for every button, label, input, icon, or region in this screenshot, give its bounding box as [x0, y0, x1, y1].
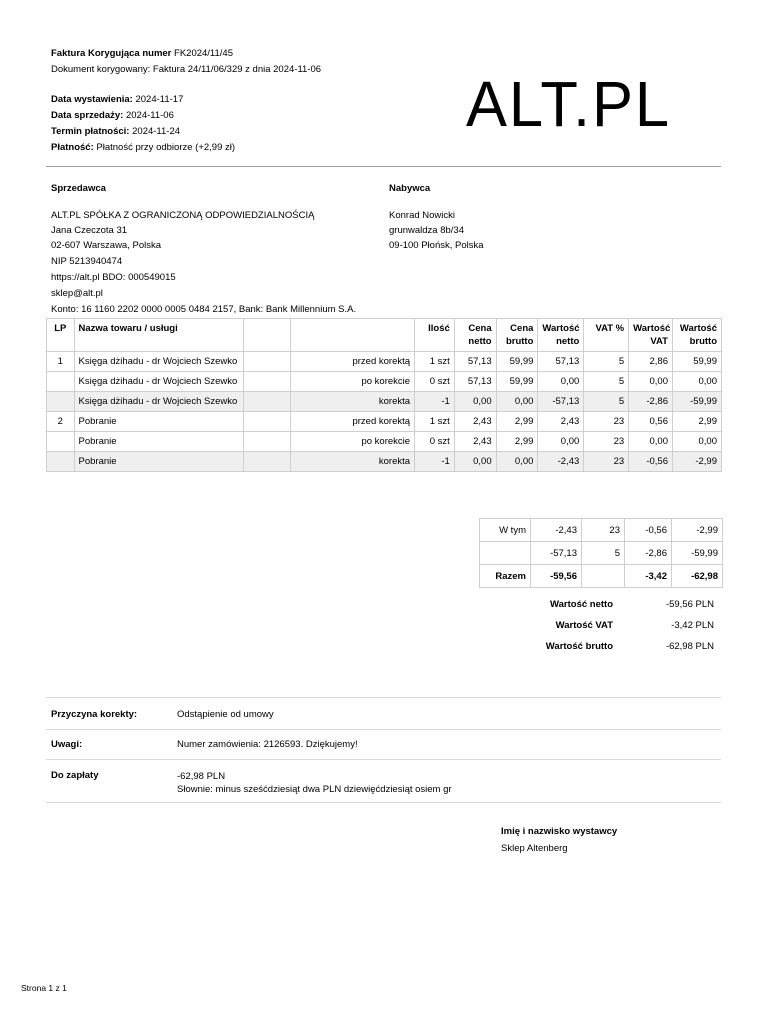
logo-text: ALT.PL [466, 70, 671, 140]
issuer-label: Imię i nazwisko wystawcy [501, 826, 618, 837]
col-blank-2 [290, 319, 414, 352]
row-gross-value: 59,99 [672, 352, 721, 372]
table-row [47, 452, 722, 472]
summary-vat-value: -0,56 [625, 519, 672, 542]
summary-row [480, 519, 723, 542]
table-row [47, 412, 722, 432]
col-qty: Ilość [415, 319, 455, 352]
col-vat: VAT % [584, 319, 629, 352]
row-vat-value: 0,00 [629, 432, 673, 452]
corrected-document: Dokument korygowany: Faktura 24/11/06/329 z dnia 2024-11-06 [51, 64, 322, 75]
row-gross-value: -2,99 [672, 452, 721, 472]
row-lp: 1 [47, 352, 75, 372]
row-gross-price: 0,00 [496, 392, 538, 412]
row-qty: 1 szt [415, 352, 455, 372]
row-qty: 1 szt [415, 412, 455, 432]
summary-total-gross: -62,98 [672, 565, 723, 588]
row-blank [243, 352, 290, 372]
row-net-value: 57,13 [538, 352, 584, 372]
due-date: 2024-11-24 [132, 126, 181, 137]
header-divider [46, 166, 721, 167]
payment-label: Płatność: [51, 142, 94, 153]
row-net-value: -57,13 [538, 392, 584, 412]
issuer-name: Sklep Altenberg [501, 843, 568, 854]
row-net-price: 57,13 [454, 352, 496, 372]
summary-total-net: -59,56 [531, 565, 582, 588]
invoice-header [51, 46, 321, 156]
row-vat: 5 [584, 392, 629, 412]
row-vat: 23 [584, 452, 629, 472]
buyer-name: Konrad Nowicki [389, 210, 455, 221]
row-net-value: 0,00 [538, 432, 584, 452]
col-gross-value: Wartość brutto [672, 319, 721, 352]
row-gross-price: 2,99 [496, 412, 538, 432]
vat-summary-table [479, 518, 723, 588]
total-vat-label: Wartość VAT [555, 620, 613, 631]
row-qty: -1 [415, 392, 455, 412]
row-blank [243, 452, 290, 472]
buyer-city: 09-100 Płońsk, Polska [389, 240, 484, 251]
summary-row [480, 542, 723, 565]
row-gross-value: 0,00 [672, 372, 721, 392]
table-row [47, 352, 722, 372]
col-lp: LP [47, 319, 75, 352]
summary-total-label: Razem [480, 565, 531, 588]
notes-divider-2 [46, 729, 721, 730]
row-vat-value: -2,86 [629, 392, 673, 412]
row-qty: 0 szt [415, 432, 455, 452]
row-net-price: 2,43 [454, 412, 496, 432]
seller-heading: Sprzedawca [51, 183, 106, 194]
row-lp [47, 372, 75, 392]
alt-pl-logo [466, 70, 676, 140]
row-gross-value: 2,99 [672, 412, 721, 432]
row-gross-price: 59,99 [496, 372, 538, 392]
row-net-value: 2,43 [538, 412, 584, 432]
sale-date: 2024-11-06 [125, 110, 174, 121]
row-gross-price: 59,99 [496, 352, 538, 372]
row-lp: 2 [47, 412, 75, 432]
reason-value: Odstąpienie od umowy [177, 709, 274, 720]
sale-date-label: Data sprzedaży: [51, 110, 124, 121]
payment-method: Płatność przy odbiorze (+2,99 zł) [96, 142, 236, 153]
col-blank-1 [243, 319, 290, 352]
row-type: przed korektą [290, 412, 414, 432]
summary-total-blank [582, 565, 625, 588]
summary-vat: 5 [582, 542, 625, 565]
col-name: Nazwa towaru / usługi [74, 319, 243, 352]
row-blank [243, 372, 290, 392]
row-gross-price: 2,99 [496, 432, 538, 452]
total-gross-value: -62,98 PLN [665, 641, 714, 652]
row-type: korekta [290, 392, 414, 412]
row-lp [47, 452, 75, 472]
remarks-label: Uwagi: [51, 739, 83, 750]
table-row [47, 372, 722, 392]
row-lp [47, 432, 75, 452]
col-net-price: Cena netto [454, 319, 496, 352]
row-gross-value: -59,99 [672, 392, 721, 412]
col-vat-value: Wartość VAT [629, 319, 673, 352]
issue-date-label: Data wystawienia: [51, 94, 133, 105]
row-gross-value: 0,00 [672, 432, 721, 452]
col-gross-price: Cena brutto [496, 319, 538, 352]
total-vat-value: -3,42 PLN [671, 620, 714, 631]
row-lp [47, 392, 75, 412]
row-vat: 23 [584, 412, 629, 432]
summary-net: -2,43 [531, 519, 582, 542]
row-name: Księga dżihadu - dr Wojciech Szewko [74, 372, 243, 392]
row-name: Księga dżihadu - dr Wojciech Szewko [74, 392, 243, 412]
seller-name: ALT.PL SPÓŁKA Z OGRANICZONĄ ODPOWIEDZIALNOŚCIĄ [51, 210, 315, 221]
table-row [47, 432, 722, 452]
amount-due-block [177, 770, 452, 796]
remarks-value: Numer zamówienia: 2126593. Dziękujemy! [177, 739, 358, 750]
seller-email: sklep@alt.pl [51, 288, 103, 299]
row-name: Pobranie [74, 452, 243, 472]
buyer-heading: Nabywca [389, 183, 431, 194]
invoice-number: FK2024/11/45 [174, 48, 233, 59]
row-net-price: 0,00 [454, 452, 496, 472]
due-date-label: Termin płatności: [51, 126, 130, 137]
row-qty: 0 szt [415, 372, 455, 392]
seller-street: Jana Czeczota 31 [51, 225, 128, 236]
row-name: Pobranie [74, 412, 243, 432]
summary-wtym-label: W tym [480, 519, 531, 542]
row-gross-price: 0,00 [496, 452, 538, 472]
notes-divider-3 [46, 759, 721, 760]
buyer-street: grunwaldza 8b/34 [389, 225, 464, 236]
total-net-value: -59,56 PLN [665, 599, 714, 610]
page-number: Strona 1 z 1 [21, 983, 67, 993]
table-header-row [47, 319, 722, 352]
amount-due-words: Słownie: minus sześćdziesiąt dwa PLN dziewięćdziesiąt osiem gr [177, 784, 452, 795]
table-row [47, 392, 722, 412]
row-type: korekta [290, 452, 414, 472]
row-vat: 23 [584, 432, 629, 452]
row-name: Pobranie [74, 432, 243, 452]
row-blank [243, 392, 290, 412]
summary-gross: -59,99 [672, 542, 723, 565]
row-vat-value: 2,86 [629, 352, 673, 372]
reason-label: Przyczyna korekty: [51, 709, 138, 720]
row-type: po korekcie [290, 432, 414, 452]
total-gross-label: Wartość brutto [545, 641, 613, 652]
issue-date: 2024-11-17 [135, 94, 184, 105]
summary-total-row [480, 565, 723, 588]
items-table [46, 318, 722, 472]
row-type: po korekcie [290, 372, 414, 392]
seller-web: https://alt.pl BDO: 000549015 [51, 272, 176, 283]
row-net-price: 2,43 [454, 432, 496, 452]
seller-block [51, 181, 356, 317]
amount-due-value: -62,98 PLN [177, 771, 226, 782]
row-name: Księga dżihadu - dr Wojciech Szewko [74, 352, 243, 372]
total-net-label: Wartość netto [550, 599, 613, 610]
row-vat: 5 [584, 352, 629, 372]
col-net-value: Wartość netto [538, 319, 584, 352]
amount-due-label: Do zapłaty [51, 770, 99, 781]
row-vat-value: 0,00 [629, 372, 673, 392]
summary-total-vat-value: -3,42 [625, 565, 672, 588]
row-vat-value: -0,56 [629, 452, 673, 472]
seller-nip: NIP 5213940474 [51, 256, 123, 267]
seller-account: Konto: 16 1160 2202 0000 0005 0484 2157, Bank: Bank Millennium S.A. [51, 304, 357, 315]
buyer-block [389, 181, 484, 253]
summary-vat-value: -2,86 [625, 542, 672, 565]
row-vat: 5 [584, 372, 629, 392]
row-blank [243, 412, 290, 432]
seller-city: 02-607 Warszawa, Polska [51, 240, 162, 251]
summary-gross: -2,99 [672, 519, 723, 542]
summary-blank [480, 542, 531, 565]
row-blank [243, 432, 290, 452]
row-vat-value: 0,56 [629, 412, 673, 432]
row-net-value: 0,00 [538, 372, 584, 392]
row-qty: -1 [415, 452, 455, 472]
row-net-value: -2,43 [538, 452, 584, 472]
notes-divider-4 [46, 802, 721, 803]
row-net-price: 57,13 [454, 372, 496, 392]
summary-net: -57,13 [531, 542, 582, 565]
summary-vat: 23 [582, 519, 625, 542]
notes-divider-1 [46, 697, 721, 698]
invoice-title-label: Faktura Korygująca numer [51, 48, 172, 59]
row-net-price: 0,00 [454, 392, 496, 412]
row-type: przed korektą [290, 352, 414, 372]
